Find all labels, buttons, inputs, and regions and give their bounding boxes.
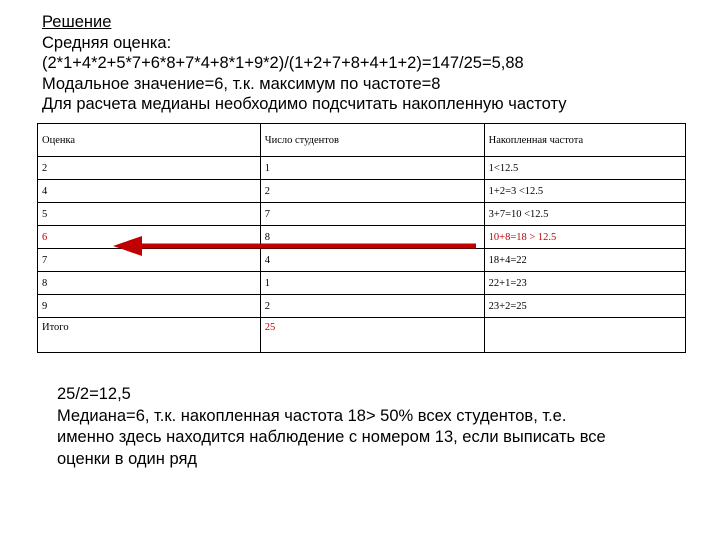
cumulative-cell-median: 10+8=18 > 12.5 [484,226,685,249]
count-cell: 2 [260,180,484,203]
cumulative-cell: 3+7=10 <12.5 [484,203,685,226]
count-cell: 1 [260,272,484,295]
table-row-median [38,226,686,249]
total-cumulative [484,318,685,353]
grade-cell: 4 [38,180,261,203]
median-intro: Для расчета медианы необходимо подсчитать накопленную частоту [42,95,567,113]
median-explanation [57,384,707,470]
total-count: 25 [260,318,484,353]
table-row [38,249,686,272]
cumulative-cell: 1<12.5 [484,157,685,180]
table-total-row [38,318,686,353]
grade-cell-median: 6 [38,226,261,249]
column-header-cumulative: Накопленная частота [484,124,685,157]
column-header-count: Число студентов [260,124,484,157]
table-header-row [38,124,686,157]
grade-cell: 5 [38,203,261,226]
median-text-line-2: именно здесь находится наблюдение с номером 13, если выписать все [57,428,606,446]
table-row [38,295,686,318]
solution-title: Решение [42,13,112,31]
cumulative-cell: 23+2=25 [484,295,685,318]
frequency-table [37,123,686,353]
median-text-line-1: Медиана=6, т.к. накопленная частота 18> 50% всех студентов, т.е. [57,406,567,425]
total-label: Итого [38,318,261,353]
half-calculation: 25/2=12,5 [57,385,131,403]
count-cell: 1 [260,157,484,180]
solution-header [42,12,712,115]
mean-label: Средняя оценка: [42,33,172,52]
cumulative-cell: 22+1=23 [484,272,685,295]
grade-cell: 2 [38,157,261,180]
table-row [38,157,686,180]
mean-formula: (2*1+4*2+5*7+6*8+7*4+8*1+9*2)/(1+2+7+8+4+1+2)=147/25=5,88 [42,54,524,72]
table-row [38,180,686,203]
count-cell: 7 [260,203,484,226]
count-cell: 4 [260,249,484,272]
table-row [38,272,686,295]
count-cell: 2 [260,295,484,318]
mode-text: Модальное значение=6, т.к. максимум по частоте=8 [42,74,441,93]
count-cell: 8 [260,226,484,249]
grade-cell: 8 [38,272,261,295]
cumulative-cell: 18+4=22 [484,249,685,272]
grade-cell: 9 [38,295,261,318]
table-row [38,203,686,226]
cumulative-cell: 1+2=3 <12.5 [484,180,685,203]
grade-cell: 7 [38,249,261,272]
median-text-line-3: оценки в один ряд [57,449,198,468]
column-header-grade: Оценка [38,124,261,157]
